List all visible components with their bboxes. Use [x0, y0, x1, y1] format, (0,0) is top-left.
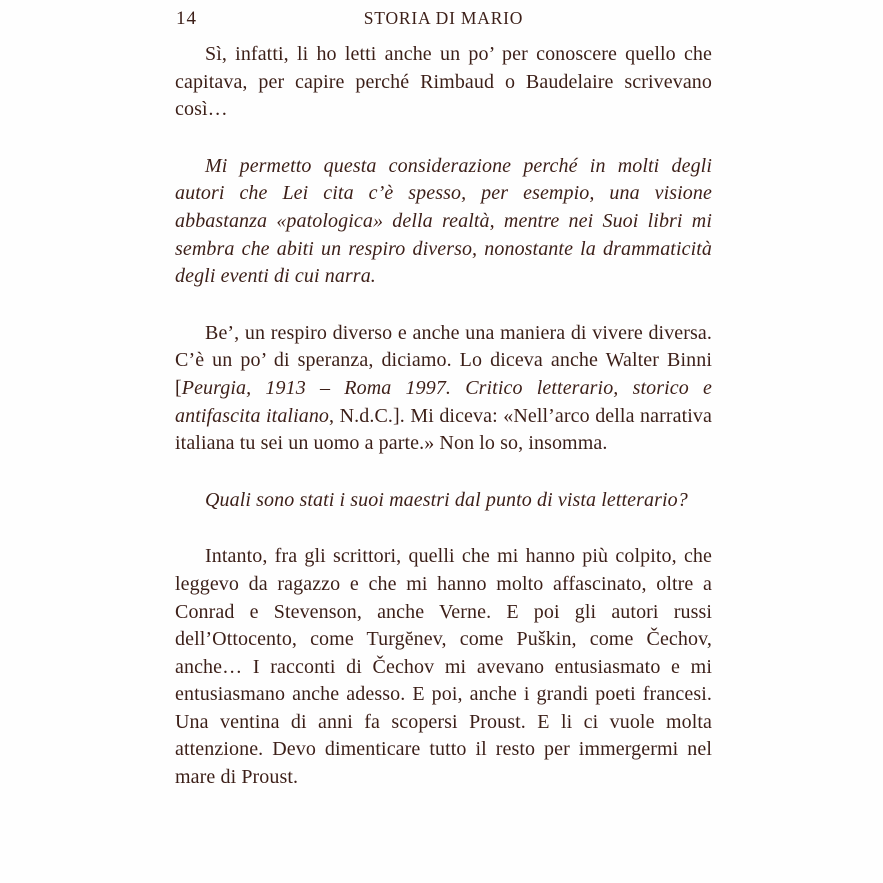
answer-2-italic-note: Peurgia, 1913 – Roma 1997. Critico letterario, storico e antifascita italiano	[175, 376, 712, 427]
paragraph-question-1: Mi permetto questa considerazione perché in molti degli autori che Lei cita c’è spesso, per esempio, una visione abbastanza «patologica» della realtà, mentre nei Suoi libri mi sembra che abiti un respiro diverso, nonostante la drammaticità degli eventi di cui narra.	[175, 154, 712, 288]
answer-2-roman-lead: Be’, un respiro diverso e anche una maniera di vivere diversa. C’è un po’ di speranza, diciamo. Lo diceva anche Walter Binni [	[175, 321, 712, 399]
paragraph-answer-1: Sì, infatti, li ho letti anche un po’ per conoscere quello che capitava, per capire perché Rimbaud o Baudelaire scrivevano così…	[175, 43, 712, 121]
text-column	[175, 7, 712, 792]
paragraph-answer-3: Intanto, fra gli scrittori, quelli che mi hanno più colpito, che leggevo da ragazzo e che mi hanno molto affascinato, oltre a Conrad e Stevenson, anche Verne. E poi gli autori russi dell’Ottocento, come Turgĕnev, come Puškin, come Čechov, anche… I racconti di Čechov mi avevano entusiasmato e mi entusiasmano anche adesso. E poi, anche i grandi poeti francesi. Una ventina di anni fa scopersi Proust. E li ci vuole molta attenzione. Devo dimenticare tutto il resto per immergermi nel mare di Proust.	[175, 545, 712, 789]
running-header	[175, 7, 712, 30]
running-title: STORIA DI MARIO	[363, 8, 524, 28]
page-number: 14	[176, 8, 197, 29]
answer-2-roman-tail: , N.d.C.]. Mi diceva: «Nell’arco della narrativa italiana tu sei un uomo a parte.» Non lo so, insomma.	[175, 404, 712, 455]
paragraph-question-2: Quali sono stati i suoi maestri dal punto di vista letterario?	[205, 488, 688, 511]
paragraph-answer-2	[175, 320, 712, 458]
